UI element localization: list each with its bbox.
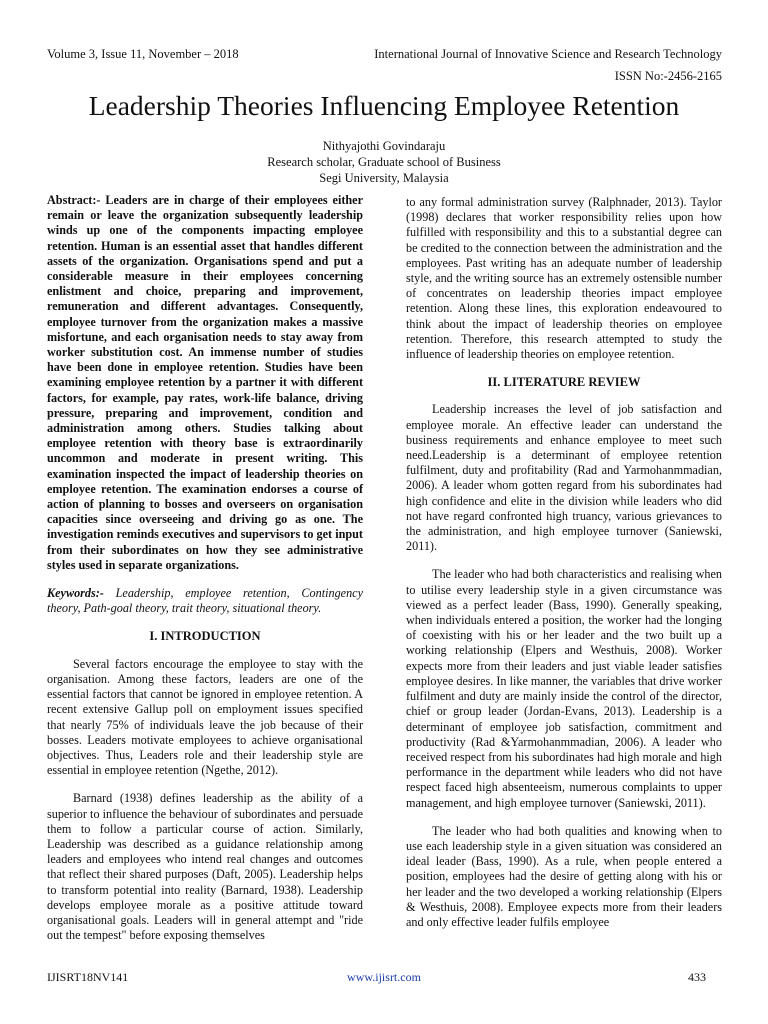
footer-paper-id: IJISRT18NV141: [47, 970, 129, 984]
keywords-label: Keywords:-: [47, 586, 104, 601]
abstract: Abstract:- Leaders are in charge of their employees either remain or leave the organization subsequently leadership winds up one of the components impacting employee retention. Human is an essential asset that handles different assets of the organization. Organisations spend and put a considerable measure in their employees concerning enlistment and choice, preparing and improvement, remuneration and different advantages. Consequently, employee turnover from the organization makes a massive misfortune, and each organisation needs to stay away from worker substitution cost. An immense number of studies have been done in employee retention. Studies have been examining employee retention by a partner it with different factors, for example, pay rates, work-life balance, driving pressure, preparing and improvement, condition and administration among others. Studies talking about employee retention with theory base is extraordinarily uncommon and moderate in present writing. This examination inspected the impact of leadership theories on employee retention. The examination endorses a course of action of planning to bosses and overseers on organisation capacities since overseeing and driving go as one. The investigation reminds executives and supervisors to get input from their subordinates on how they see administrative styles used in separate organizations.: [47, 193, 363, 572]
section-literature-review-heading: II. LITERATURE REVIEW: [487, 375, 641, 390]
right-column: [406, 195, 722, 943]
literature-paragraph-3: The leader who had both qualities and knowing when to use each leadership style in a given situation was considered an ideal leader (Bass, 1990). As a rule, when people entered a position, employees had the desire of getting along with his or her leader and the two developed a working relationship (Elpers & Westhuis, 2008). Employee expects more from their leaders and only effective leader fulfils employee: [406, 823, 722, 929]
author-name: Nithyajothi Govindaraju: [322, 139, 446, 153]
paper-title: Leadership Theories Influencing Employee Retention: [88, 90, 680, 121]
literature-paragraph-2: The leader who had both characteristics and realising when to utilise every leadership style in a given circumstance was viewed as a perfect leader (Bass, 1990). Generally speaking, when individuals entered a position, the worker had the longing of coexisting with his or her leader and the two built up a working relationship (Elpers and Westhuis, 2008). Worker expects more from their leaders and just viable leader satisfies employee desires. In like manner, the variables that drive worker fulfilment and duty are mainly inside the control of the director, chief or group leader (Jordan-Evans, 2013). Leadership is a determinant of employee job satisfaction, commitment and productivity (Rad &Yarmohanmmadian, 2006). A leader who received respect from his subordinates had high morale and high performance in the department while leaders who did not have respect faced high absenteeism, numerous complaints to upper management, and high employee turnover (Saniewski, 2011).: [406, 567, 722, 810]
keywords: [47, 586, 363, 616]
keywords-text: Leadership, employee retention, Contingency theory, Path-goal theory, trait theory, situational theory.: [47, 586, 363, 616]
footer-website-link[interactable]: www.ijisrt.com: [347, 970, 421, 984]
volume-issue: Volume 3, Issue 11, November – 2018: [47, 47, 239, 61]
intro-paragraph-1: Several factors encourage the employee to stay with the organisation. Among these factors, leaders are one of the essential factors that cannot be ignored in employee retention. A recent extensive Gallup poll on employment issues specified that nearly 75% of individuals leave the job because of their bosses. Leaders motivate employees to achieve organisational objectives. Thus, Leaders role and their leadership style are essential in employee retention (Ngethe, 2012).: [47, 656, 363, 778]
section-introduction-heading: I. INTRODUCTION: [149, 629, 261, 644]
literature-paragraph-1: Leadership increases the level of job satisfaction and employee morale. An effective leader can understand the business requirements and enhance employee to meet such need.Leadership is a determinant of employee retention fulfilment, duty and profitability (Rad and Yarmohanmmadian, 2006). A leader whom gotten regard from his subordinates had high confidence and elite in the division while leaders who did not have regard confronted high truancy, various grievances to the administration, and high employee turnover (Saniewski, 2011).: [406, 402, 722, 554]
page-number: 433: [688, 970, 706, 984]
author-block: [0, 138, 768, 186]
left-column: [47, 193, 363, 956]
journal-name: International Journal of Innovative Science and Research Technology: [374, 47, 722, 61]
author-role: Research scholar, Graduate school of Business: [267, 155, 501, 169]
author-affiliation: Segi University, Malaysia: [319, 171, 449, 185]
issn: ISSN No:-2456-2165: [614, 69, 722, 83]
intro-paragraph-2: Barnard (1938) defines leadership as the ability of a superior to influence the behaviour of subordinates and persuade them to follow a particular course of action. Similarly, Leadership was described as a guidance relationship among leaders and employees who intend real changes and outcomes that reflect their shared purposes (Daft, 2005). Leadership helps to transform potential into reality (Barnard, 1938). Leadership develops employee morale as a positive attitude toward organisational goals. Leaders will in general attempt and "ride out the tempest" before exposing themselves: [47, 791, 363, 943]
intro-paragraph-continued: to any formal administration survey (Ralphnader, 2013). Taylor (1998) declares that worker responsibility relies upon how fulfilled with responsibility and this to a substantial degree can be credited to the connection between the administration and the employees. Past writing has an adequate number of leadership style, and the writing source has an extremely ostensible number of concentrates on leadership theories impact employee retention. Along these lines, this exploration endeavoured to think about the impact of leadership theories on employee retention. Therefore, this research attempted to study the influence of leadership theories on employee retention.: [406, 195, 722, 362]
